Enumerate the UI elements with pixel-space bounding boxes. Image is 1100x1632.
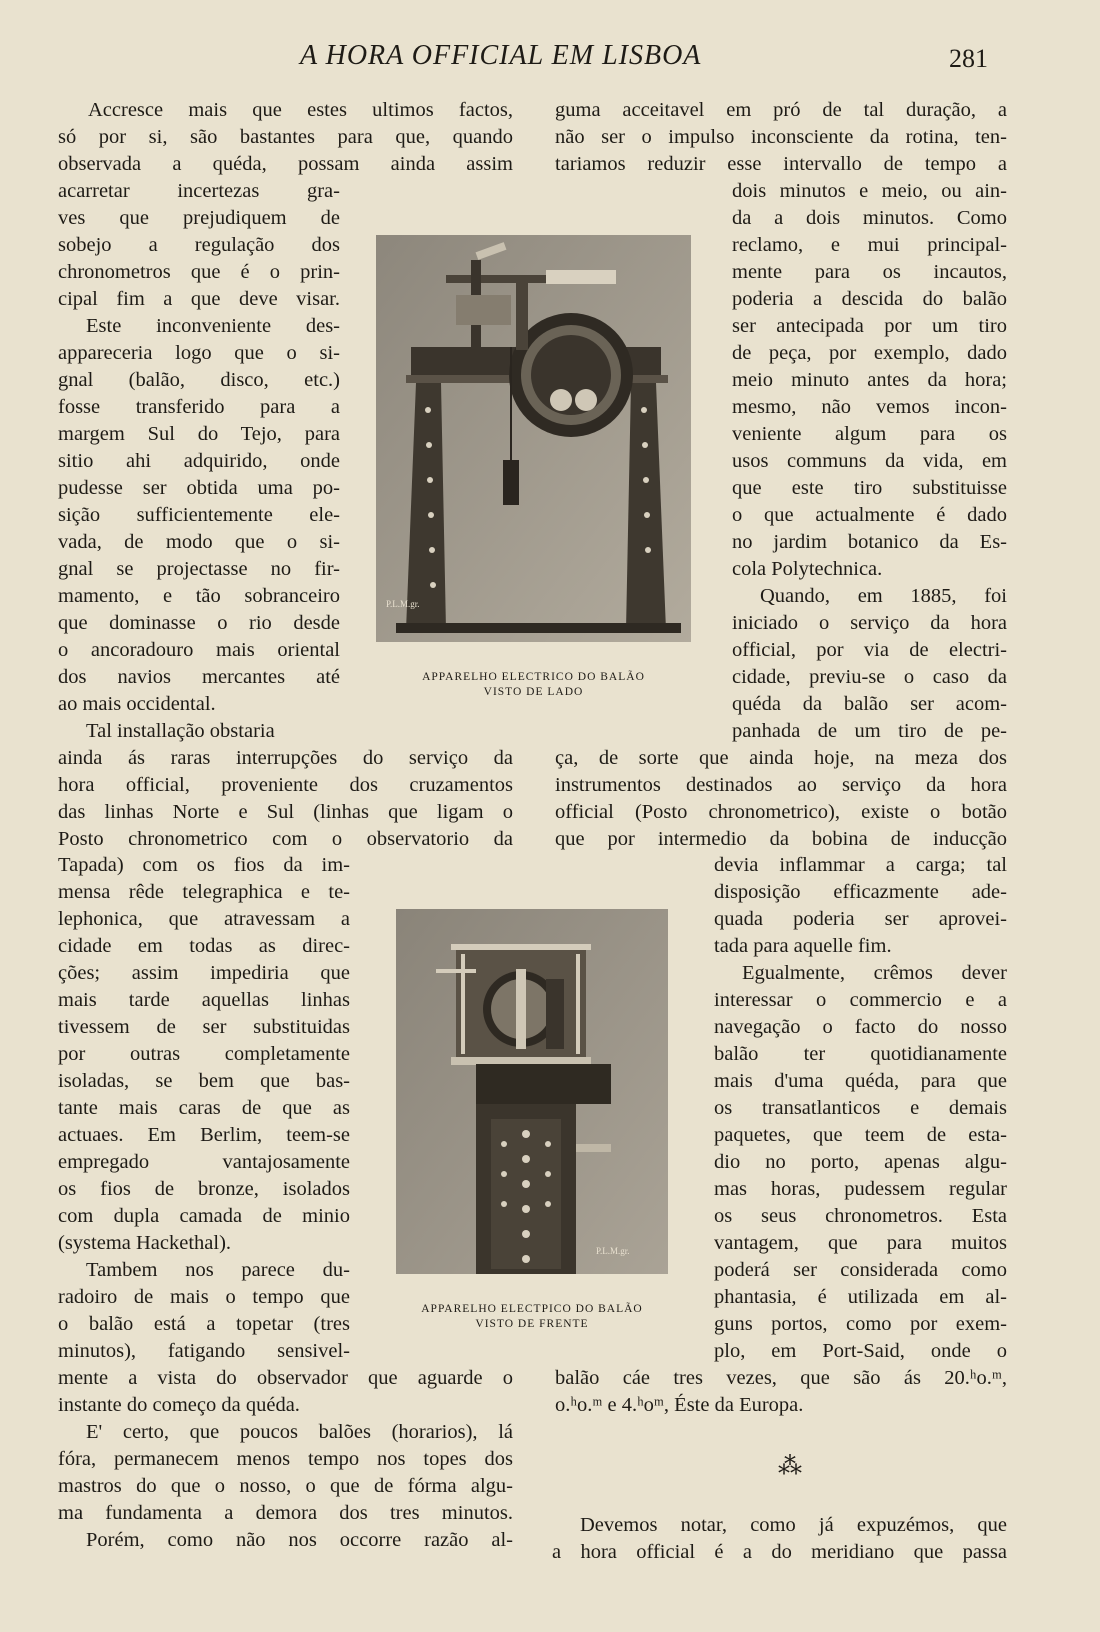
text-line: mente a vista do observador que aguarde o: [58, 1367, 513, 1389]
asterism-separator: [760, 1452, 820, 1492]
text-line: no jardim botanico da Es-: [732, 531, 1007, 553]
text-line: cidade em todas as direc-: [58, 935, 350, 957]
text-line: ções; assim impediria que: [58, 962, 350, 984]
text-line: (systema Hackethal).: [58, 1232, 232, 1254]
text-line: reclamo, e mui principal-: [732, 234, 1007, 256]
text-line: observada a quéda, possam ainda assim: [58, 153, 513, 175]
text-line: dio no porto, apenas algu-: [714, 1151, 1007, 1173]
text-line: da a dois minutos. Como: [732, 207, 1007, 229]
text-line: fóra, permanecem menos tempo nos topes dos: [58, 1448, 513, 1470]
text-line: meio minuto antes da hora;: [732, 369, 1007, 391]
text-line: cidade, previu-se o caso da: [732, 666, 1007, 688]
text-line: Este inconveniente des-: [86, 315, 340, 337]
text-line: os seus chronometros. Esta: [714, 1205, 1007, 1227]
text-line: mastros do que o nosso, o que de fórma algu-: [58, 1475, 513, 1497]
figure-side-caption-line1: APPARELHO ELECTRICO DO BALÃO: [422, 671, 645, 683]
text-line: com dupla camada de minio: [58, 1205, 350, 1227]
text-line: E' certo, que poucos balões (horarios), lá: [86, 1421, 513, 1443]
text-line: quada poderia ser aprovei-: [714, 908, 1007, 930]
text-line: usos communs da vida, em: [732, 450, 1007, 472]
text-line: o balão está a topetar (tres: [58, 1313, 350, 1335]
text-line: ser antecipada por um tiro: [732, 315, 1007, 337]
text-line: a hora official é a do meridiano que passa: [552, 1541, 1007, 1563]
text-line: radoiro de mais o tempo que: [58, 1286, 350, 1308]
text-line: mente para os incautos,: [732, 261, 1007, 283]
text-line: navegação o facto do nosso: [714, 1016, 1007, 1038]
text-line: appareceria logo que o si-: [58, 342, 340, 364]
text-line: gnal se projectasse no fir-: [58, 558, 340, 580]
text-line: os fios de bronze, isolados: [58, 1178, 350, 1200]
figure-side-signature: P.L.M.gr.: [386, 599, 420, 609]
text-line: que por intermedio da bobina de inducção: [555, 828, 1007, 850]
text-line: actuaes. Em Berlim, teem-se: [58, 1124, 350, 1146]
text-line: de peça, por exemplo, dado: [732, 342, 1007, 364]
text-line: empregado vantajosamente: [58, 1151, 350, 1173]
text-line: Accresce mais que estes ultimos factos,: [88, 99, 513, 121]
text-line: veniente algum para os: [732, 423, 1007, 445]
figure-front-caption-line2: VISTO DE FRENTE: [475, 1318, 589, 1330]
text-line: phantasia, é utilizada em al-: [714, 1286, 1007, 1308]
text-line: margem Sul do Tejo, para: [58, 423, 340, 445]
text-line: mesmo, não vemos incon-: [732, 396, 1007, 418]
text-line: tante mais caras de que as: [58, 1097, 350, 1119]
text-line: das linhas Norte e Sul (linhas que ligam o: [58, 801, 513, 823]
text-line: que dominasse o rio desde: [58, 612, 340, 634]
text-line: lephonica, que atravessam a: [58, 908, 350, 930]
figure-side-caption-line2: VISTO DE LADO: [483, 686, 584, 698]
text-line: balão ter quotidianamente: [714, 1043, 1007, 1065]
text-line: mensa rêde telegraphica e te-: [58, 881, 350, 903]
text-line: ça, de sorte que ainda hoje, na meza dos: [555, 747, 1007, 769]
text-line: Devemos notar, como já expuzémos, que: [580, 1514, 1007, 1536]
text-line: chronometros que é o prin-: [58, 261, 340, 283]
apparatus-side-image: [376, 235, 691, 642]
text-line: official (Posto chronometrico), existe o botão: [555, 801, 1007, 823]
text-line: hora official, proveniente dos cruzamentos: [58, 774, 513, 796]
text-line: Quando, em 1885, foi: [760, 585, 1007, 607]
text-line: guma acceitavel em pró de tal duração, a: [555, 99, 1007, 121]
text-line: pudesse ser obtida uma po-: [58, 477, 340, 499]
text-line: isoladas, se bem que bas-: [58, 1070, 350, 1092]
text-line: guns portos, como por exem-: [714, 1313, 1007, 1335]
text-line: vada, de modo que o si-: [58, 531, 340, 553]
text-line: o que actualmente é dado: [732, 504, 1007, 526]
text-line: cola Polytechnica.: [732, 558, 883, 580]
text-line: os transatlanticos e demais: [714, 1097, 1007, 1119]
text-line: não ser o impulso inconsciente da rotina, ten-: [555, 126, 1007, 148]
text-line: gnal (balão, disco, etc.): [58, 369, 340, 391]
asterism: ⁂: [778, 1454, 802, 1480]
text-line: ves que prejudiquem de: [58, 207, 340, 229]
text-line: Tambem nos parece du-: [86, 1259, 350, 1281]
text-line: só por si, são bastantes para que, quando: [58, 126, 513, 148]
text-line: instrumentos destinados ao serviço da hora: [555, 774, 1007, 796]
text-line: tada para aquelle fim.: [714, 935, 892, 957]
figure-side-caption: [376, 670, 691, 700]
text-line: panhada de um tiro de pe-: [732, 720, 1007, 742]
text-line: Tapada) com os fios da im-: [58, 854, 350, 876]
text-line: instante do começo da quéda.: [58, 1394, 300, 1416]
text-line: disposição efficazmente ade-: [714, 881, 1007, 903]
text-line: interessar o commercio e a: [714, 989, 1007, 1011]
text-line: vantagem, que para muitos: [714, 1232, 1007, 1254]
text-line: official, por via de electri-: [732, 639, 1007, 661]
text-line: Tal installação obstaria: [86, 720, 275, 742]
text-line: acarretar incertezas gra-: [58, 180, 340, 202]
figure-front-caption-line1: APPARELHO ELECTPICO DO BALÃO: [421, 1303, 643, 1315]
text-line: minutos), fatigando sensivel-: [58, 1340, 350, 1362]
figure-front-view: [396, 909, 668, 1274]
figure-front-signature: P.L.M.gr.: [596, 1246, 630, 1256]
text-line: sobejo a regulação dos: [58, 234, 340, 256]
text-line: sitio ahi adquirido, onde: [58, 450, 340, 472]
text-line: ainda ás raras interrupções do serviço da: [58, 747, 513, 769]
text-line: poderia a descida do balão: [732, 288, 1007, 310]
text-line: que este tiro substituisse: [732, 477, 1007, 499]
figure-side-view: [376, 235, 691, 642]
apparatus-front-image: [396, 909, 668, 1274]
text-line: mamento, e tão sobranceiro: [58, 585, 340, 607]
text-line: mais tarde aquellas linhas: [58, 989, 350, 1011]
text-line: o ancoradouro mais oriental: [58, 639, 340, 661]
text-line: balão cáe tres vezes, que são ás 20.ʰo.ᵐ,: [555, 1367, 1007, 1389]
text-line: mas horas, pudessem regular: [714, 1178, 1007, 1200]
text-line: quéda da balão ser acom-: [732, 693, 1007, 715]
page-number: 281: [949, 44, 988, 73]
text-line: iniciado o serviço da hora: [732, 612, 1007, 634]
text-line: dos navios mercantes até: [58, 666, 340, 688]
text-line: mais d'uma quéda, para que: [714, 1070, 1007, 1092]
text-line: tariamos reduzir esse intervallo de tempo a: [555, 153, 1007, 175]
text-line: paquetes, que teem de esta-: [714, 1124, 1007, 1146]
text-line: cipal fim a que deve visar.: [58, 288, 340, 310]
text-line: devia inflammar a carga; tal: [714, 854, 1007, 876]
text-line: ao mais occidental.: [58, 693, 216, 715]
text-line: por outras completamente: [58, 1043, 350, 1065]
text-line: dois minutos e meio, ou ain-: [732, 180, 1007, 202]
text-line: Egualmente, crêmos dever: [742, 962, 1007, 984]
text-line: plo, em Port-Said, onde o: [714, 1340, 1007, 1362]
text-line: Posto chronometrico com o observatorio da: [58, 828, 513, 850]
text-line: tivessem de ser substituidas: [58, 1016, 350, 1038]
text-line: poderá ser considerada como: [714, 1259, 1007, 1281]
text-line: ma fundamenta a demora dos tres minutos.: [58, 1502, 513, 1524]
running-title: A HORA OFFICIAL EM LISBOA: [300, 40, 702, 71]
text-line: o.ʰo.ᵐ e 4.ʰoᵐ, Éste da Europa.: [555, 1394, 804, 1416]
text-line: Porém, como não nos occorre razão al-: [86, 1529, 513, 1551]
figure-front-caption: [396, 1302, 668, 1332]
text-line: sição sufficientemente ele-: [58, 504, 340, 526]
text-line: fosse transferido para a: [58, 396, 340, 418]
